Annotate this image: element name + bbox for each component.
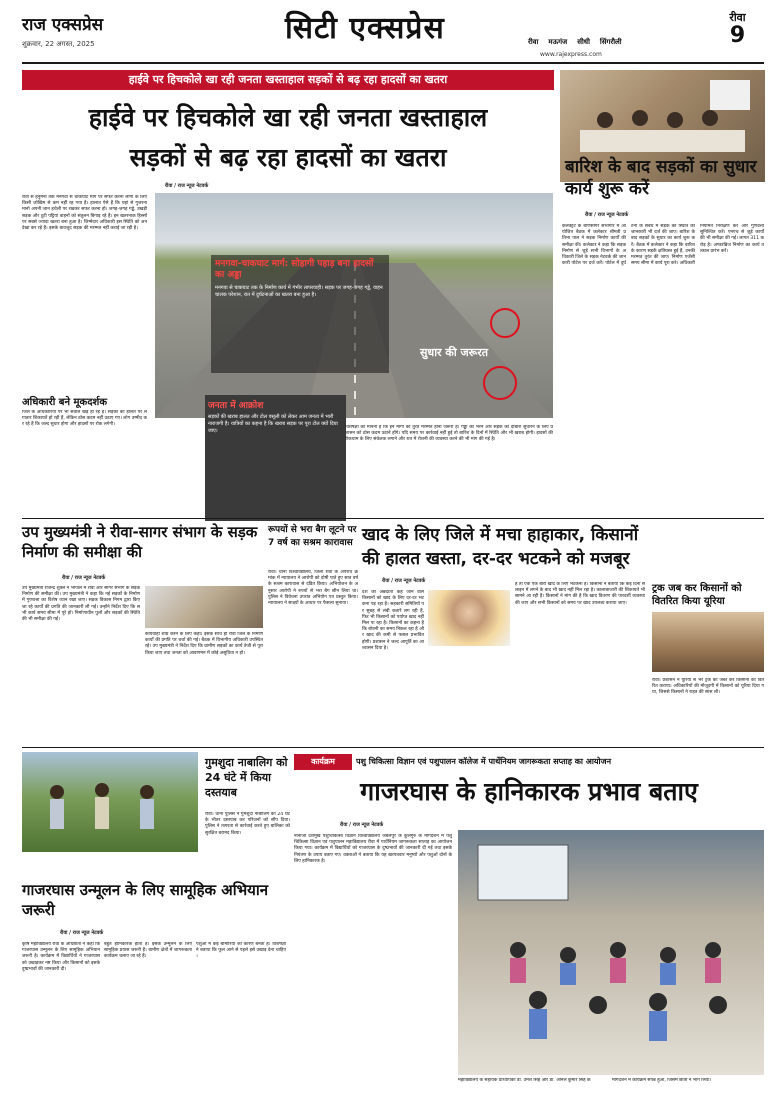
lead-headline-2: सड़कों से बढ़ रहा हादसों का खतरा [129, 143, 447, 172]
repair-title: सुधार की जरूरत [420, 346, 488, 359]
public-box [205, 395, 346, 521]
gajar-tag [294, 754, 352, 770]
lead-body-2: जिले के अधिकारियों पर भी सवाल खड़े हो रहे हैं। सड़कों की हालत पर लगातार शिकायतें हो रही हैं, लेकिन ठोस कदम नहीं उठाए गए। लोग उम्मीद कर रहे हैं कि जल्द सुधार होगा और हादसों पर रोक लगेगी। [22, 410, 147, 428]
lead-body: रीवा से हनुमना तक मनगवा से चाकघाट मार्ग पर सफर करना लोगों के लिए किसी जोखिम से कम नहीं रह गया है। हालात ऐसे हैं कि यहां से गुजरना मानो अपनी जान हथेली पर रखकर सफर करना हो। जगह-जगह गड्ढे, उखड़ी सड़क और टूटी पट्टियां वाहनों को संतुलन बिगाड़ रहे हैं। इन खतरनाक हिस्सों पर सबसे ज्यादा खतरा बना हुआ है। जिम्मेदार अधिकारी इस स्थिति को अनदेखा कर रहे हैं। इसके बावजूद सड़क की मरम्मत नहीं कराई जा रही है। [22, 195, 147, 232]
khad-byline: रीवा / राज न्यूज नेटवर्क [382, 578, 426, 584]
overlay-text: मनगवा से चाकघाट तक के निर्माण कार्य में गंभीर लापरवाही। सड़क पर जगह-जगह गड्ढे, वाहन चालक परेशान, रात में दुर्घटनाओं का खतरा बना हुआ है। [215, 285, 383, 298]
edition-city: रीवा [729, 11, 746, 24]
rain-body: कलेक्ट्रेट के बाणसागर सभागार में आयोजित बैठक में कलेक्टर श्रीमती प्रतिभा पाल ने सड़क निर्माण कार्यों की समीक्षा की। कलेक्टर ने कहा कि सड़क निर्माण से जुड़े सभी विभागों के अधिकारी जिले के सड़क नेटवर्क की जानकारी पोर्टल पर दर्ज करें। पोर्टल में दुर्घटना के संबंध में सड़क की स्थिति की जानकारी भी दर्ज की जाए। बारिश के बाद सड़कों के सुधार का कार्य शुरू करें। बैठक में कलेक्टर ने कहा कि बारिश के कारण सड़कें क्षतिग्रस्त हुई हैं, उनकी मरम्मत तुरंत की जाए। निर्माण एजेंसी समय सीमा में कार्य पूरा करे। अधिकारी नियमित निरीक्षण करें और गुणवत्ता सुनिश्चित करें। एनएच से जुड़े कार्यों की भी समीक्षा की गई। लागत 311 करोड़ है। अण्डरब्रिज निर्माण का कार्य तत्काल प्रारंभ करें। [562, 224, 764, 267]
overlay-title: मनगवा-चाकघाट मार्ग: सोहागी पहाड़ बना हादसों का अड्डा [215, 259, 374, 280]
khad-headline-2: की हालत खस्ता, दर-दर भटकने को मजबूर [362, 549, 630, 569]
lead-headline-1: हाईवे पर हिचकोले खा रही जनता खस्ताहाल [88, 103, 488, 132]
deputy-byline: रीवा / राज न्यूज नेटवर्क [62, 575, 106, 581]
khad-headline-1: खाद के लिए जिले में मचा हाहाकार, किसानों [362, 525, 639, 545]
section-rule [22, 518, 764, 519]
students-illustration [22, 752, 198, 852]
gajar-left-body: कृषि महाविद्यालय रीवा के अधिष्ठाता ने कहा कि गाजरघास उन्मूलन के लिए सामूहिक अभियान जरूरी है। कार्यक्रम में विद्यार्थियों ने गाजरघास को उखाड़कर नष्ट किया और किसानों को इसके दुष्प्रभावों की जानकारी दी। [22, 942, 100, 972]
gajar-topline: पशु चिकित्सा विज्ञान एवं पशुपालन कॉलेज में पार्थेनियम जागरूकता सप्ताह का आयोजन [356, 757, 612, 766]
truck-body: रीवा। प्रशासन ने यूरिया से भरे ट्रक को जब्त कर किसानों को वितरित कराया। अधिकारियों की मौजूदगी में किसानों को यूरिया दिया गया, जिससे किसानों ने राहत की सांस ली। [652, 678, 764, 696]
classroom-photo [458, 830, 764, 1075]
page-number-block [715, 10, 760, 47]
lead-subhead: अधिकारी बने मूकदर्शक [22, 397, 108, 408]
gajar-left-body-3: पशुओं में कई बीमारियों का कारण बनता है। विशेषज्ञों ने बताया कि फूल आने से पहले इसे उखाड़ देना चाहिए। [196, 942, 286, 960]
gajar-left-body-2: बहुत हानिकारक होता है। इसके उन्मूलन के लिए सामूहिक प्रयास जरूरी हैं। ग्रामीण क्षेत्रों में जागरूकता कार्यक्रम चलाए जा रहे हैं। [104, 942, 192, 960]
lead-road-photo [155, 193, 553, 418]
bag-body: रीवा। थाना विश्वविद्यालय, जिला रीवा के अपराध क्रमांक में न्यायालय ने आरोपी को दोषी पाते हुए सात वर्ष के सश्रम कारावास से दंडित किया। अभियोजन के अनुसार आरोपी ने रुपयों से भरा बैग छीन लिया था। पुलिस ने विवेचना उपरांत अभियोग पत्र प्रस्तुत किया। न्यायालय ने साक्ष्यों के आधार पर फैसला सुनाया। [268, 570, 358, 607]
khad-body-2: है तो एक एक बोरी खाद के लिए भटकना है। किसानों ने बताया कि कई दिनों से लाइन में लगने के बाद भी खाद नहीं मिल रहा है। कालाबाजारी की शिकायतें भी सामने आ रही हैं। किसानों ने मांग की है कि खाद वितरण की पारदर्शी व्यवस्था की जाए और सभी किसानों को समय पर खाद उपलब्ध कराया जाए। [515, 582, 645, 606]
city-item: मऊगंज [548, 38, 568, 46]
public-text: सड़कों की खराब हालत और टोल वसूली को लेकर आम जनता में भारी नाराजगी है। यात्रियों का कहना है कि खराब सड़क पर पूरा टोल क्यों दिया जाए। [208, 414, 338, 434]
deputy-body: उप मुख्यमंत्री राजेन्द्र शुक्ल ने भोपाल में रीवा और सागर संभाग के सड़क निर्माण की समीक्षा की। उप मुख्यमंत्री ने कहा कि नई सड़कों के निर्माण में गुणवत्ता का विशेष ध्यान रखा जाए। सड़क विकास निगम द्वारा किए जा रहे कार्यों की प्रगति की जानकारी ली गई। उन्होंने निर्देश दिए कि सभी कार्य समय सीमा में पूरे हों। निर्माणाधीन पुलों और सड़कों की स्थिति की भी समीक्षा की गई। [22, 586, 140, 623]
truck-photo [652, 612, 764, 672]
khad-body: देश का अन्नदाता कहे जाने वाले किसानों को खाद के लिए दर-दर भटकना पड़ रहा है। सहकारी समितियों पर सुबह से लंबी कतारें लग रही हैं, फिर भी किसानों को पर्याप्त खाद नहीं मिल पा रहा है। किसानों का कहना है कि बोवनी का समय निकल रहा है और खाद की कमी से फसल प्रभावित होगी। प्रशासन ने जल्द आपूर्ति का आश्वासन दिया है। [362, 590, 424, 651]
public-title: जनता में आक्रोश [208, 401, 264, 411]
overlay-box [211, 255, 389, 373]
gajar-main-caption: महाविद्यालय के सहायक प्राध्यापकों डॉ. उमेश सिंह और डॉ. अनिल कुमार सिंह के [458, 1078, 591, 1083]
masthead-rule [22, 62, 764, 64]
rain-headline: बारिश के बाद सड़कों का सुधार कार्य शुरू करें [565, 157, 757, 199]
gajar-main-headline: गाजरघास के हानिकारक प्रभाव बताए [360, 777, 698, 806]
lead-kicker: हाईवे पर हिचकोले खा रही जनता खस्ताहाल सड़कों से बढ़ रहा हादसों का खतरा [128, 73, 448, 86]
gajar-left-headline: गाजरघास उन्मूलन के लिए सामूहिक अभियान जरूरी [22, 881, 269, 919]
gajar-field-photo [22, 752, 198, 852]
gajar-left-byline: रीवा / राज न्यूज नेटवर्क [60, 930, 104, 936]
website-url: www.rajexpress.com [540, 51, 602, 58]
gajar-tag-label: कार्यक्रम [311, 757, 335, 766]
gajar-main-caption-2: मार्गदर्शन में कार्यक्रम संपन्न हुआ, जिसमें छात्रों ने भाग लिया। [612, 1078, 712, 1083]
classroom-illustration [458, 830, 764, 1075]
missing-body: रीवा। थाना पुलिस ने गुमशुदा नाबालिग को 24 घंटे के भीतर दस्तयाब कर परिजनों को सौंप दिया। पुलिस ने तत्परता से कार्रवाई करते हुए बालिका को सुरक्षित बरामद किया। [205, 812, 290, 836]
lead-byline: रीवा / राज न्यूज नेटवर्क [165, 183, 209, 189]
brand-name: राज एक्सप्रेस [22, 15, 104, 35]
bag-headline: रूपयों से भरा बैग लूटने पर 7 वर्ष का सश्रम कारावास [268, 525, 357, 548]
city-item: रीवा [528, 38, 539, 46]
section-rule-2 [22, 747, 764, 748]
lead-body-3: विशेषज्ञों का मानना है कि इन मार्गों की तुरंत मरम्मत होना जरूरी है। गड्ढों को भरने और सड़क को दोबारा सुधारने के लिए प्रशासन को ठोस कदम उठाने होंगे। यदि समय पर कार्रवाई नहीं हुई तो बारिश के दिनों में स्थिति और भी खराब होगी। हादसों की रोकथाम के लिए संकेतक लगाने और रात में रोशनी की व्यवस्था करने की भी मांग की गई है। [345, 425, 553, 443]
deputy-body-2: कार्यवाही शीघ्र करने के लिए कहा। इसके साथ ही रीवा जिले के निर्माण कार्यों की प्रगति पर चर्चा की गई। बैठक में विभागीय अधिकारी उपस्थित रहे। उप मुख्यमंत्री ने निर्देश दिए कि ग्रामीण सड़कों का कार्य तेजी से पूरा किया जाए तथा जनता को आवागमन में कोई असुविधा न हो। [145, 632, 263, 656]
page-number: 9 [729, 23, 746, 48]
truck-headline: ट्रक जब कर किसानों को वितरित किया यूरिया [652, 583, 742, 607]
deputy-photo [145, 586, 263, 628]
lead-kicker-bar [22, 70, 554, 90]
khad-photo [428, 590, 510, 646]
gajar-main-byline: रीवा / राज न्यूज नेटवर्क [340, 822, 384, 828]
city-item: सीधी [577, 38, 590, 46]
rain-byline: रीवा / राज न्यूज नेटवर्क [585, 212, 629, 218]
city-list [528, 38, 622, 47]
gajar-main-body: नानाजी देशमुख पशुचिकित्सा विज्ञान विश्वविद्यालय जबलपुर के कुलगुरु के मार्गदर्शन में पशु चिकित्सा विज्ञान एवं पशुपालन महाविद्यालय रीवा में पार्थेनियम जागरूकता सप्ताह का आयोजन किया गया। कार्यक्रम में विद्यार्थियों को गाजरघास के दुष्प्रभावों की जानकारी दी गई तथा इसके नियंत्रण के उपाय बताए गए। वक्ताओं ने बताया कि यह खरपतवार मनुष्यों और पशुओं दोनों के लिए हानिकारक है। [294, 834, 452, 864]
masthead-title: सिटी एक्सप्रेस [285, 11, 445, 46]
issue-date: शुक्रवार, 22 अगस्त, 2025 [22, 40, 95, 48]
missing-headline: गुमशुदा नाबालिग को 24 घंटे में किया दस्तयाब [205, 756, 288, 799]
deputy-headline: उप मुख्यमंत्री ने रीवा-सागर संभाग के सड़क निर्माण की समीक्षा की [22, 523, 258, 561]
city-item: सिंगरौली [599, 38, 622, 46]
masthead-left [22, 12, 222, 56]
